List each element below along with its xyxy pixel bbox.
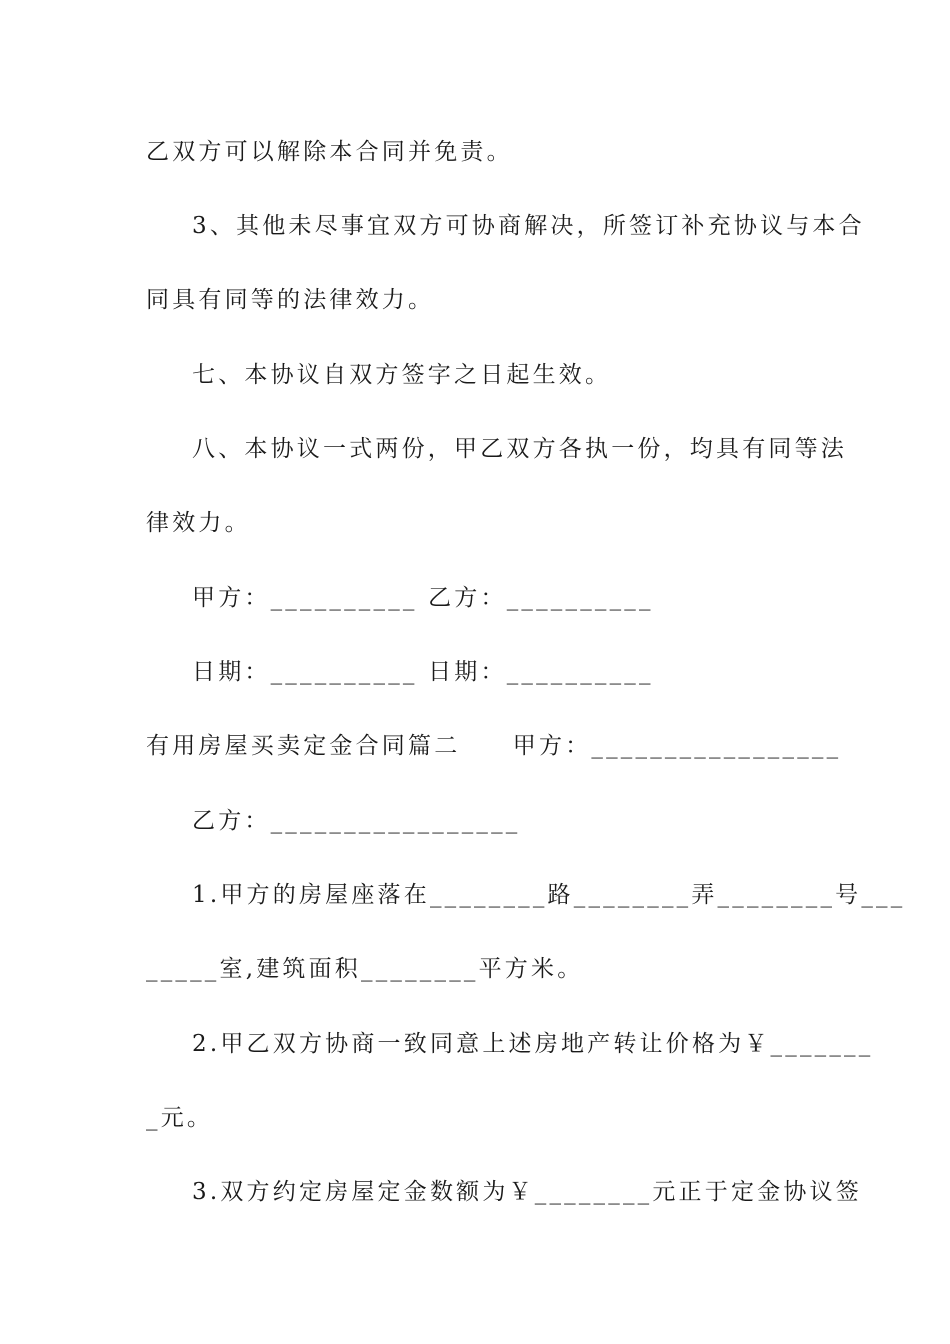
- text-line: 八、本协议一式两份，甲乙双方各执一份，均具有同等法: [192, 436, 847, 462]
- section-heading: 有用房屋买卖定金合同篇二 甲方：_________________: [146, 733, 842, 759]
- text-line: 同具有同等的法律效力。: [146, 287, 435, 313]
- signature-line: 甲方：__________ 乙方：__________: [192, 585, 654, 611]
- text-line: 2.甲乙双方协商一致同意上述房地产转让价格为￥_______: [192, 1031, 874, 1057]
- text-line: 律效力。: [146, 510, 251, 536]
- text-line: _____室,建筑面积________平方米。: [146, 956, 584, 982]
- text-line: 乙双方可以解除本合同并免责。: [146, 139, 513, 165]
- text-line: 七、本协议自双方签字之日起生效。: [192, 362, 612, 388]
- text-line: 3、其他未尽事宜双方可协商解决，所签订补充协议与本合: [192, 213, 865, 239]
- text-line: _元。: [146, 1105, 214, 1131]
- date-line: 日期：__________ 日期：__________: [192, 659, 654, 685]
- text-line: 1.甲方的房屋座落在________路________弄________号___: [192, 882, 906, 908]
- text-line: 乙方：_________________: [192, 808, 521, 834]
- text-line: 3.双方约定房屋定金数额为￥________元正于定金协议签: [192, 1179, 862, 1205]
